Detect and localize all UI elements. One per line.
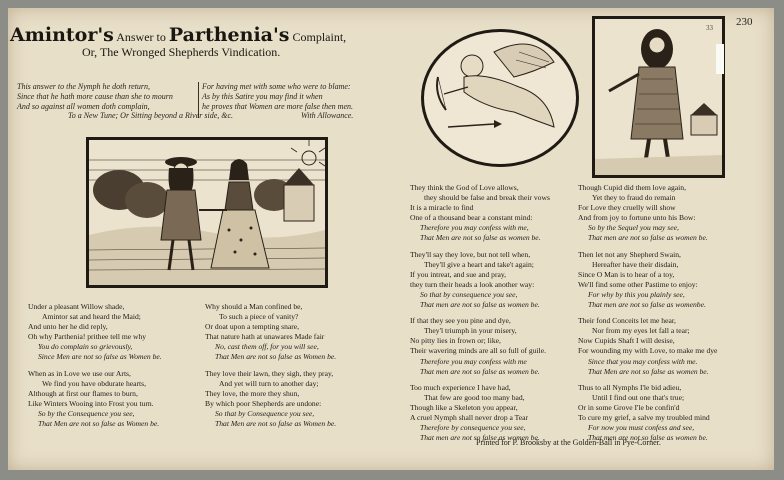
verse-line: So by the Sequel you may see, bbox=[588, 223, 679, 233]
verse-line: Amintor sat and heard the Maid; bbox=[42, 312, 141, 322]
verse-line: We find you have obdurate hearts, bbox=[42, 378, 146, 388]
ballad-subtitle: Or, The Wronged Shepherds Vindication. bbox=[82, 45, 281, 59]
verse-line: By which poor Shepherds are undone: bbox=[205, 398, 322, 408]
verse-line: To such a piece of vanity? bbox=[219, 312, 299, 322]
verse-line: No, cast them off, for you will see, bbox=[215, 342, 319, 352]
verse-line: That nature hath at unawares Made fair bbox=[205, 332, 325, 342]
printer-imprint: Printed for P. Brooksby at the Golden-Ball in Pye-Corner. bbox=[476, 438, 661, 447]
verse-line: Since O Man is to hear of a toy, bbox=[578, 269, 675, 279]
verse-line: Yet they to fraud do remain bbox=[592, 193, 676, 203]
intro-line: he proves that Women are more false then men. bbox=[202, 102, 354, 111]
verse-line: Although at first our flames to burn, bbox=[28, 388, 138, 398]
intro-line: And so against all women doth complain, bbox=[17, 102, 150, 111]
tune-line: To a New Tune; Or Sitting beyond a River side, &c. bbox=[68, 111, 234, 120]
verse-line: Like Winters Wooing into Frost you turn. bbox=[28, 398, 154, 408]
verse-column-1 bbox=[28, 302, 162, 429]
title-complaint: Complaint, bbox=[289, 30, 347, 44]
couple-illustration bbox=[89, 140, 325, 285]
verse-line: They'll give a heart and take't again; bbox=[424, 259, 534, 269]
intro-line: This answer to the Nymph he doth return, bbox=[17, 82, 151, 91]
verse-line: And unto her he did reply, bbox=[28, 322, 108, 332]
cupid-illustration bbox=[424, 32, 576, 164]
verse-line: That Men are not so false as Women be. bbox=[38, 419, 160, 429]
verse-line: They think the God of Love allows, bbox=[410, 183, 519, 192]
verse-line: That men are not so false as women be. bbox=[420, 433, 540, 443]
verse-line: It is a miracle to find bbox=[410, 203, 474, 213]
verse-line: They love, the more they shun, bbox=[205, 388, 300, 398]
verse-line: So by the Consequence you see, bbox=[38, 408, 135, 418]
intro-line: Since that he hath more cause than she to mourn bbox=[17, 92, 173, 101]
verse-line: For why by this you plainly see, bbox=[588, 289, 685, 299]
verse-line: Oh why Parthenia! prithee tell me why bbox=[28, 332, 147, 342]
verse-line: When as in Love we use our Arts, bbox=[28, 368, 131, 378]
verse-line: We'll find some other Pastime to enjoy: bbox=[578, 279, 698, 289]
ballad-title bbox=[10, 24, 410, 46]
verse-line: Or in some Grove I'le be confin'd bbox=[578, 402, 680, 412]
verse-line: Since Men are not so false as Women be. bbox=[38, 352, 162, 362]
verse-line: Nor from my eyes let fall a tear; bbox=[592, 326, 690, 336]
verse-line: That men are not so false as women be. bbox=[420, 366, 540, 376]
intro-left bbox=[17, 82, 173, 112]
verse-line: Since that you may confess with me. bbox=[588, 356, 698, 366]
shepherd-illustration bbox=[595, 19, 722, 175]
verse-line: They'll say they love, but not tell when, bbox=[410, 249, 531, 259]
page-number-small: 33 bbox=[706, 24, 713, 32]
verse-line: That Men are not so false as Women be. bbox=[215, 352, 337, 362]
verse-line: And yet will turn to another day; bbox=[219, 378, 319, 388]
woodcut-couple bbox=[86, 137, 328, 288]
verse-line: Thus to all Nymphs I'le bid adieu, bbox=[578, 382, 682, 392]
verse-line: They love their lawn, they sigh, they pray, bbox=[205, 368, 334, 378]
verse-column-4 bbox=[578, 183, 717, 443]
verse-line: Now Cupids Shaft I will desise, bbox=[578, 336, 675, 346]
verse-line: One of a thousand bear a constant mind: bbox=[410, 213, 533, 223]
verse-line: That men are not so false as women be. bbox=[588, 233, 708, 243]
verse-line: Therefore you may confess with me bbox=[420, 356, 527, 366]
verse-line: Until I find out one that's true; bbox=[592, 392, 685, 402]
page-number: 230 bbox=[736, 16, 753, 28]
verse-line: For now you must confess and see, bbox=[588, 423, 695, 433]
verse-line: Why should a Man confined be, bbox=[205, 302, 303, 311]
verse-line: To cure my grief, a salve my troubled mind bbox=[578, 412, 710, 422]
verse-line: That Men are not so false as Women be. bbox=[215, 419, 337, 429]
verse-line: they turn their heads a look another way: bbox=[410, 279, 535, 289]
verse-line: Then let not any Shepherd Swain, bbox=[578, 249, 681, 259]
woodcut-shepherd bbox=[592, 16, 725, 178]
verse-line: If you intreat, and sue and pray, bbox=[410, 269, 507, 279]
title-parthenia: Parthenia's bbox=[168, 24, 290, 46]
verse-line: Under a pleasant Willow shade, bbox=[28, 302, 125, 311]
verse-line: That men are not so false as womenbe. bbox=[588, 300, 706, 310]
verse-line: Too much experience I have had, bbox=[410, 382, 511, 392]
allowance-line: With Allowance. bbox=[301, 111, 354, 120]
verse-line: For Love they cruelly will show bbox=[578, 203, 676, 213]
verse-line: Therefore you may confess with me, bbox=[420, 223, 529, 233]
verse-line: Or doat upon a tempting snare, bbox=[205, 322, 300, 332]
verse-line: they should be false and break their vows bbox=[424, 193, 550, 203]
verse-line: So that by Consequence you see, bbox=[215, 408, 315, 418]
verse-line: And from joy to fortune unto his Bow: bbox=[578, 213, 696, 223]
verse-line: Their fond Conceits let me hear, bbox=[578, 316, 676, 326]
verse-line: You do complain so grievously, bbox=[38, 342, 133, 352]
verse-line: For wounding my with Love, to make me dye bbox=[578, 346, 718, 356]
verse-line: Though Cupid did them love again, bbox=[578, 183, 686, 192]
verse-line: That Men are not so false as women be. bbox=[420, 233, 541, 243]
verse-line: Therefore by consequence you see, bbox=[420, 423, 526, 433]
verse-line: A cruel Nymph shall never drop a Tear bbox=[410, 412, 529, 422]
verse-column-2 bbox=[205, 302, 336, 429]
verse-line: No pitty lies in frown or; like, bbox=[410, 336, 501, 346]
title-answer-to: Answer to bbox=[113, 30, 169, 44]
title-amintor: Amintor's bbox=[10, 24, 114, 46]
verse-column-3 bbox=[410, 183, 550, 443]
catalog-tab bbox=[716, 44, 724, 74]
verse-line: They'l triumph in your misery, bbox=[424, 326, 517, 336]
verse-line: Hereafter have their disdain, bbox=[592, 259, 679, 269]
intro-line: As by this Satire you may find it when bbox=[202, 92, 323, 101]
woodcut-cupid bbox=[421, 29, 579, 167]
verse-line: Though like a Skeleton you appear, bbox=[410, 402, 518, 412]
intro-line: For having met with some who were to blame: bbox=[202, 82, 351, 91]
verse-line: If that they see you pine and dye, bbox=[410, 316, 511, 326]
verse-line: Their wavering minds are all so full of guile. bbox=[410, 346, 547, 356]
verse-line: That Men are not so false as women be. bbox=[588, 366, 709, 376]
verse-line: That men are not so false as women be. bbox=[588, 433, 708, 443]
intro-right bbox=[202, 82, 353, 112]
verse-line: That few are good too many bad, bbox=[424, 392, 525, 402]
verse-line: That men are not so false as women be. bbox=[420, 300, 540, 310]
verse-line: So that by consequence you see, bbox=[420, 289, 518, 299]
